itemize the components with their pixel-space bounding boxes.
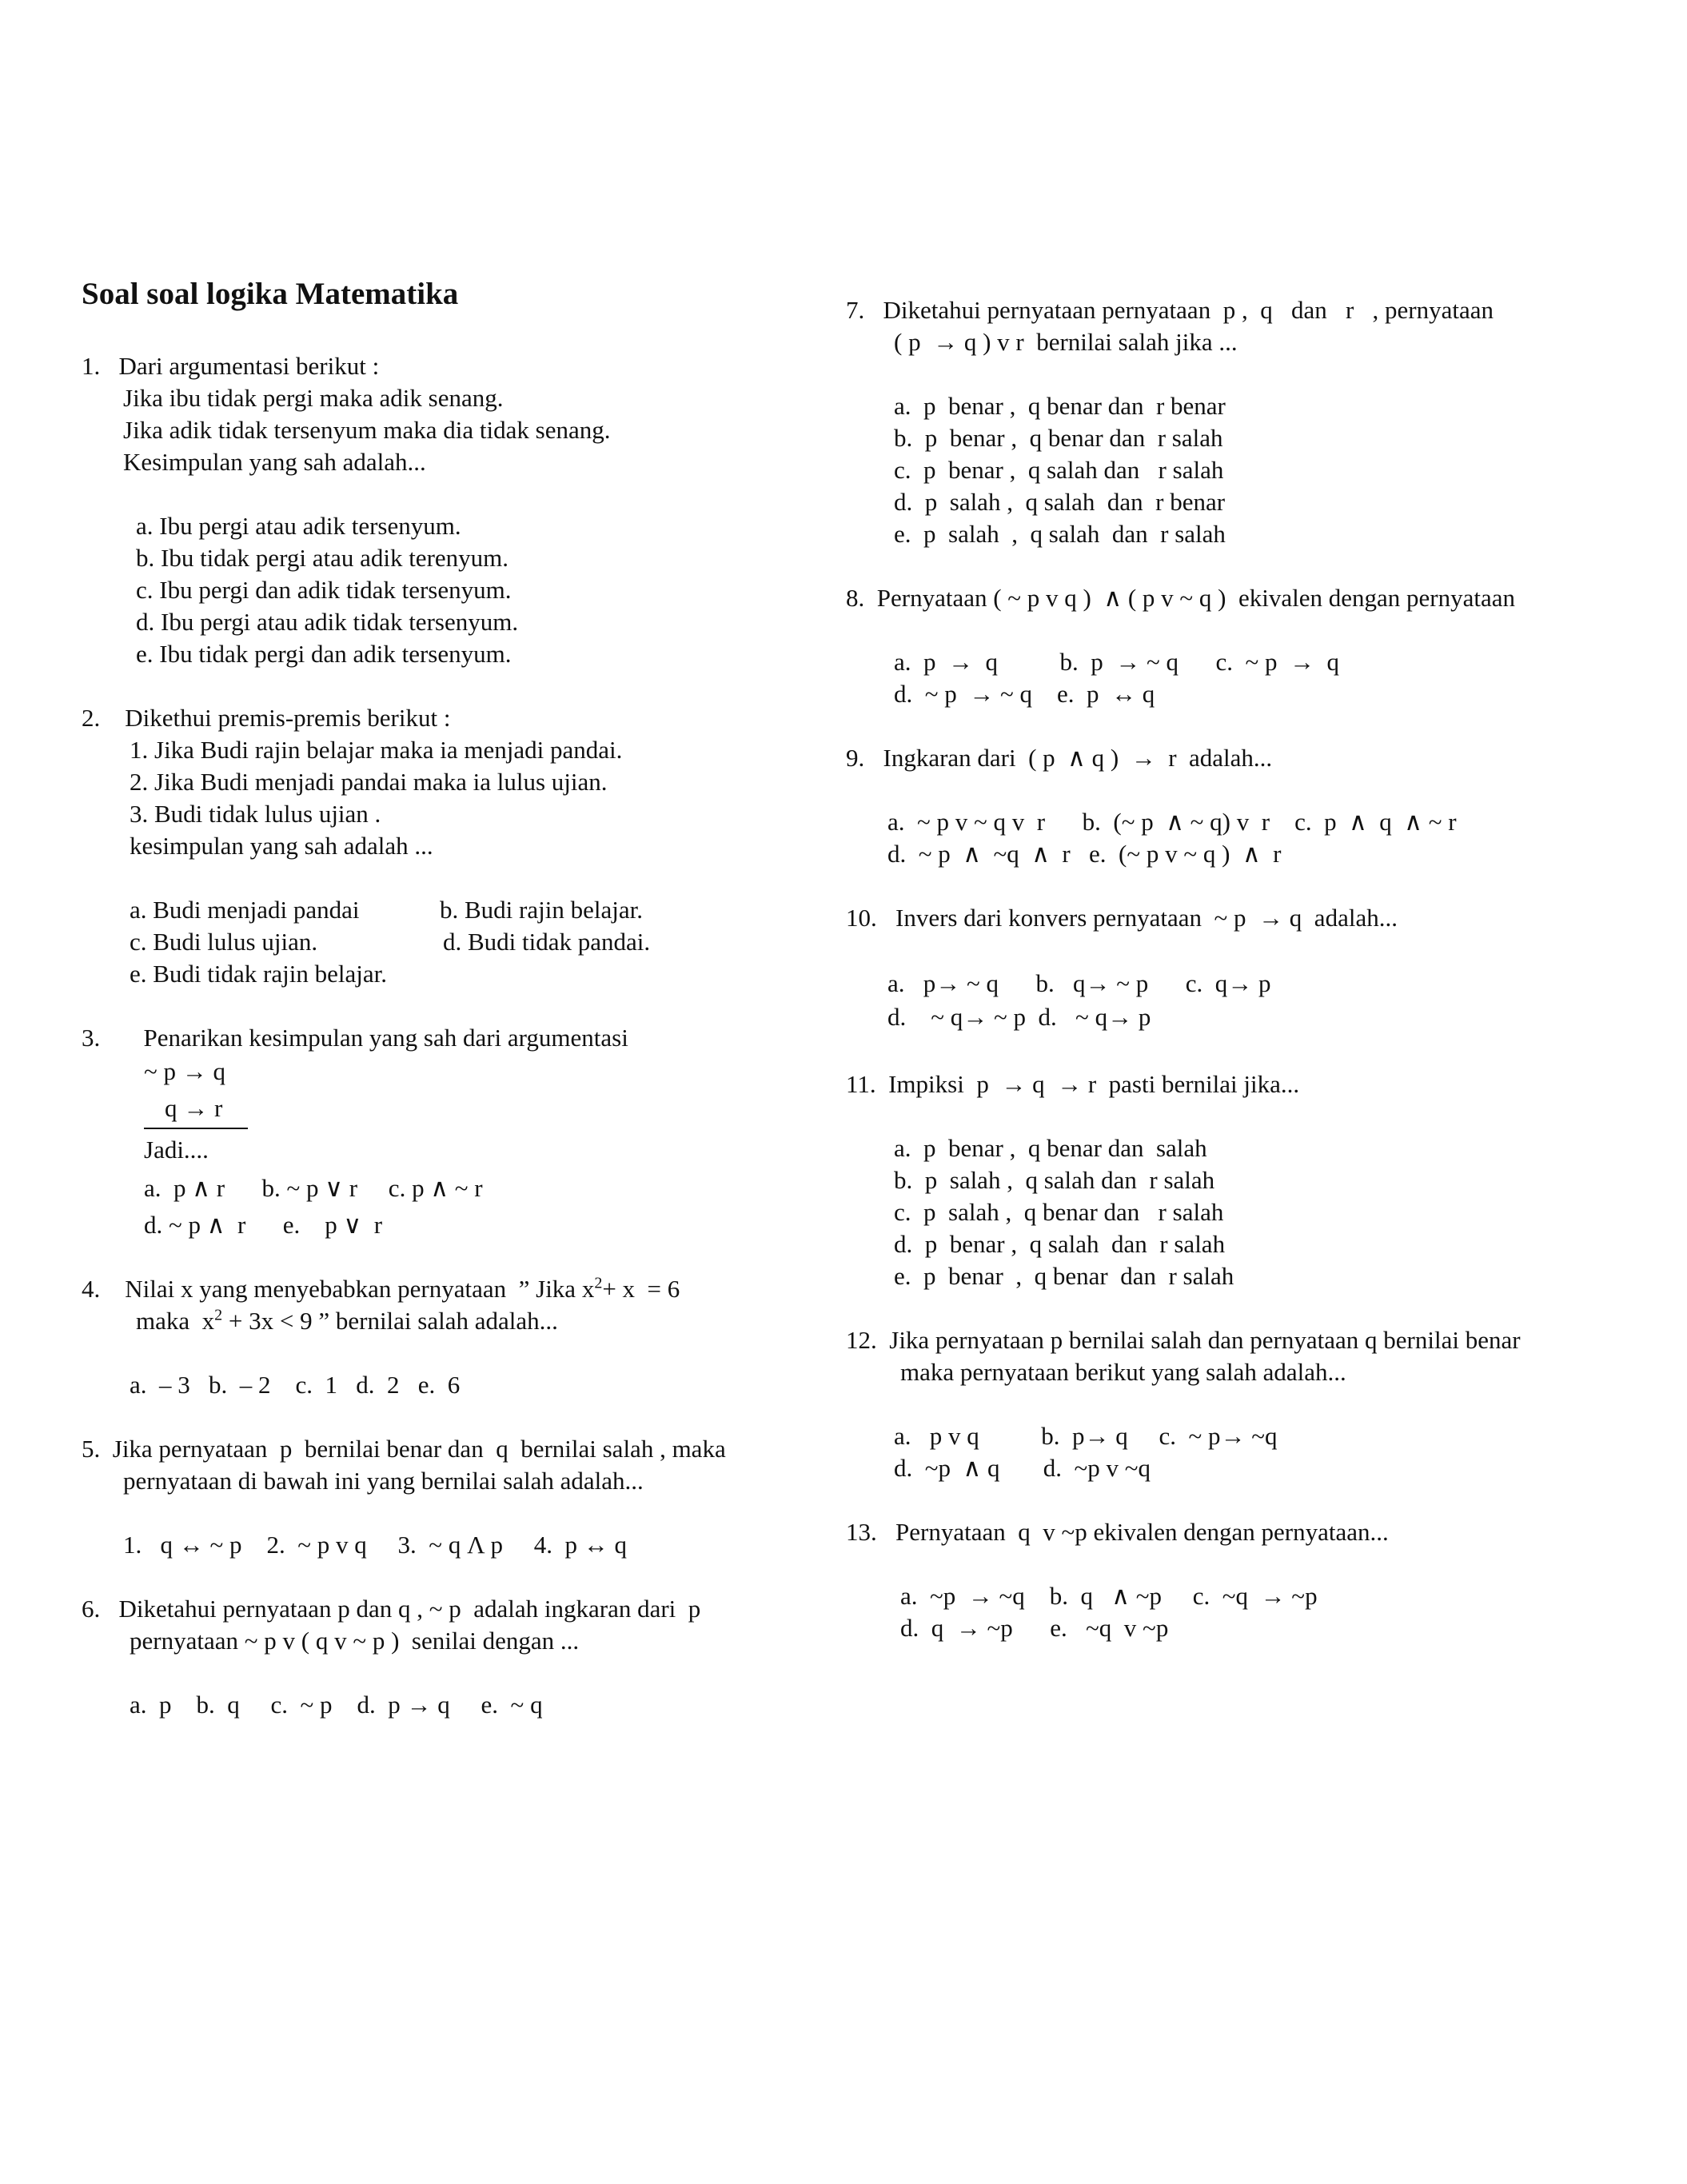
answer-option: d. Budi tidak pandai. <box>443 928 651 956</box>
answer-options: a. p → q b. p → ~ q c. ~ p → q <box>894 648 1340 676</box>
answer-option: d. p salah , q salah dan r benar <box>894 488 1226 516</box>
question-line <box>136 1305 558 1337</box>
answer-option: c. p benar , q salah dan r salah <box>894 456 1224 484</box>
answer-option: e. Budi tidak rajin belajar. <box>130 960 387 988</box>
answer-options: a. – 3 b. – 2 c. 1 d. 2 e. 6 <box>130 1371 461 1399</box>
answer-option: b. Ibu tidak pergi atau adik terenyum. <box>136 544 509 572</box>
answer-option: a. p benar , q benar dan salah <box>894 1134 1207 1162</box>
question-line: 3. Budi tidak lulus ujian . <box>130 800 381 828</box>
answer-options: d. ~ p ∧ ~q ∧ r e. (~ p v ~ q ) ∧ r <box>887 840 1282 868</box>
answer-options: 1. q ↔ ~ p 2. ~ p v q 3. ~ q Λ p 4. p ↔ q <box>123 1531 627 1559</box>
answer-options: a. p ∧ r b. ~ p ∨ r c. p ∧ ~ r <box>144 1174 483 1202</box>
answer-option: e. Ibu tidak pergi dan adik tersenyum. <box>136 640 512 668</box>
answer-option: c. Budi lulus ujian. <box>130 928 318 956</box>
stem-text: maka x <box>136 1307 215 1335</box>
question-stem: 9. Ingkaran dari ( p ∧ q ) → r adalah... <box>846 744 1273 772</box>
question-line: maka pernyataan berikut yang salah adalah... <box>900 1358 1346 1386</box>
answer-options: d. ~ q→ ~ p d. ~ q→ p <box>887 1003 1151 1031</box>
question-stem: 5. Jika pernyataan p bernilai benar dan q bernilai salah , maka <box>82 1435 726 1463</box>
answer-option: a. Budi menjadi pandai <box>130 896 360 924</box>
conclusion-line <box>144 1128 248 1129</box>
answer-option: b. Budi rajin belajar. <box>440 896 643 924</box>
conclusion-label: Jadi.... <box>144 1136 209 1164</box>
answer-option: a. Ibu pergi atau adik tersenyum. <box>136 512 461 540</box>
answer-options: d. q → ~p e. ~q v ~p <box>900 1614 1169 1642</box>
page-title: Soal soal logika Matematika <box>82 277 459 311</box>
question-stem: 3. Penarikan kesimpulan yang sah dari argumentasi <box>82 1024 628 1052</box>
question-line: 2. Jika Budi menjadi pandai maka ia lulus ujian. <box>130 768 608 796</box>
answer-options: a. p b. q c. ~ p d. p → q e. ~ q <box>130 1691 543 1719</box>
question-stem: 6. Diketahui pernyataan p dan q , ~ p adalah ingkaran dari p <box>82 1595 701 1623</box>
question-line: Kesimpulan yang sah adalah... <box>123 448 426 476</box>
question-line: pernyataan di bawah ini yang bernilai salah adalah... <box>123 1467 644 1495</box>
question-stem: 8. Pernyataan ( ~ p v q ) ∧ ( p v ~ q ) ekivalen dengan pernyataan <box>846 584 1515 612</box>
question-line: kesimpulan yang sah adalah ... <box>130 832 433 860</box>
question-stem: 1. Dari argumentasi berikut : <box>82 352 380 380</box>
answer-option: b. p benar , q benar dan r salah <box>894 424 1223 452</box>
answer-option: a. p benar , q benar dan r benar <box>894 392 1226 420</box>
answer-option: c. p salah , q benar dan r salah <box>894 1198 1224 1226</box>
question-stem <box>82 1273 680 1305</box>
exponent: 2 <box>594 1274 603 1292</box>
answer-option: b. p salah , q salah dan r salah <box>894 1166 1215 1194</box>
premise: q → r <box>165 1094 223 1122</box>
question-stem: 13. Pernyataan q v ~p ekivalen dengan pernyataan... <box>846 1518 1389 1546</box>
answer-options: a. ~p → ~q b. q ∧ ~p c. ~q → ~p <box>900 1582 1318 1610</box>
question-line: Jika adik tidak tersenyum maka dia tidak senang. <box>123 416 611 444</box>
stem-text: + 3x < 9 ” bernilai salah adalah... <box>222 1307 558 1335</box>
answer-option: e. p salah , q salah dan r salah <box>894 520 1226 548</box>
question-stem: 2. Dikethui premis-premis berikut : <box>82 704 451 732</box>
question-line: Jika ibu tidak pergi maka adik senang. <box>123 384 504 412</box>
question-stem: 7. Diketahui pernyataan pernyataan p , q dan r , pernyataan <box>846 296 1494 324</box>
question-line: 1. Jika Budi rajin belajar maka ia menjadi pandai. <box>130 736 623 764</box>
answer-options: d. ~p ∧ q d. ~p v ~q <box>894 1454 1151 1482</box>
question-stem: 12. Jika pernyataan p bernilai salah dan pernyataan q bernilai benar <box>846 1326 1521 1354</box>
answer-option: c. Ibu pergi dan adik tidak tersenyum. <box>136 576 512 604</box>
answer-options: a. p v q b. p→ q c. ~ p→ ~q <box>894 1422 1278 1450</box>
question-line: pernyataan ~ p v ( q v ~ p ) senilai dengan ... <box>130 1627 580 1655</box>
answer-option: d. p benar , q salah dan r salah <box>894 1230 1226 1258</box>
stem-text: + x = 6 <box>602 1275 680 1303</box>
answer-options: d. ~ p ∧ r e. p ∨ r <box>144 1211 383 1239</box>
premise: ~ p → q <box>144 1057 226 1085</box>
answer-option: d. Ibu pergi atau adik tidak tersenyum. <box>136 608 519 636</box>
answer-options: a. ~ p v ~ q v r b. (~ p ∧ ~ q) v r c. p ∧ q ∧ ~ r <box>887 808 1457 836</box>
question-line: ( p → q ) v r bernilai salah jika ... <box>894 328 1238 356</box>
stem-text: 4. Nilai x yang menyebabkan pernyataan ” Jika x <box>82 1275 595 1303</box>
question-stem: 10. Invers dari konvers pernyataan ~ p → q adalah... <box>846 904 1398 932</box>
question-stem: 11. Impiksi p → q → r pasti bernilai jika... <box>846 1070 1300 1098</box>
answer-options: d. ~ p → ~ q e. p ↔ q <box>894 680 1155 708</box>
exponent: 2 <box>214 1306 223 1324</box>
answer-options: a. p→ ~ q b. q→ ~ p c. q→ p <box>887 969 1271 997</box>
answer-option: e. p benar , q benar dan r salah <box>894 1262 1234 1290</box>
